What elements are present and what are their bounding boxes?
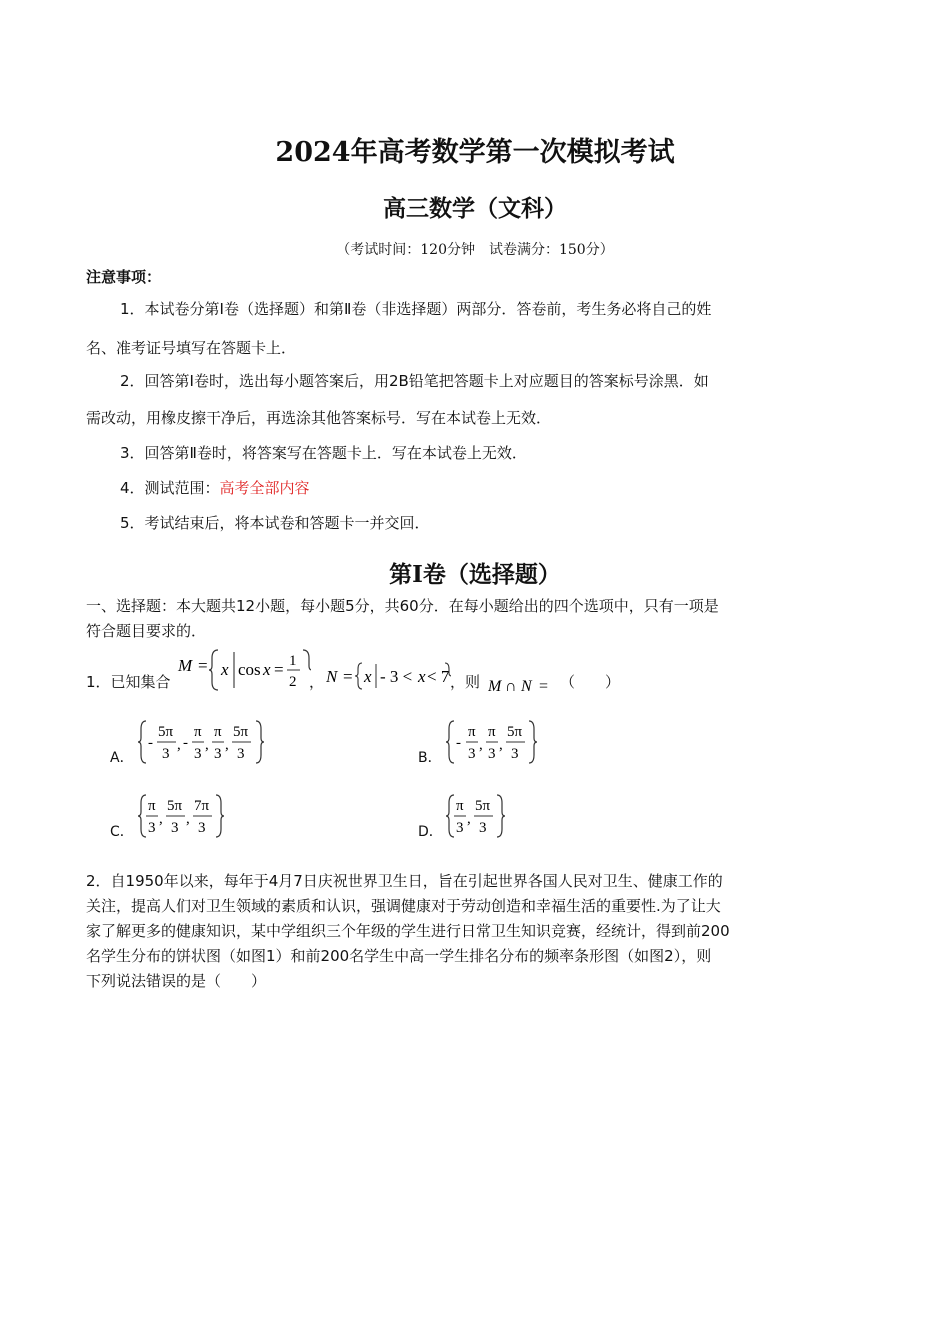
svg-text:7π: 7π — [194, 798, 210, 814]
section-1-title: 第Ⅰ卷（选择题） — [389, 561, 561, 588]
section-1-instructions — [86, 594, 806, 644]
svg-text:5π: 5π — [167, 798, 183, 814]
q1-intersection — [488, 672, 563, 698]
notice-item-1-line-2: 名、准考证号填写在答题卡上． — [86, 339, 297, 357]
svg-text:M: M — [488, 678, 502, 695]
svg-text:< 7: < 7 — [427, 667, 450, 686]
svg-text:3: 3 — [214, 746, 222, 762]
svg-text:3: 3 — [456, 820, 464, 836]
svg-text:x: x — [221, 660, 229, 679]
q1-option-a-letter[interactable]: A． — [110, 750, 134, 766]
svg-text:cos: cos — [238, 660, 261, 679]
svg-text:3: 3 — [488, 746, 496, 762]
q1-answer-paren: （ ） — [560, 673, 621, 691]
q1-option-d-letter[interactable]: D． — [418, 824, 443, 840]
notice-item-2-line-2: 需改动，用橡皮擦干净后，再选涂其他答案标号．写在本试卷上无效． — [86, 409, 552, 427]
svg-text:-: - — [148, 735, 153, 751]
notice-item-5: 5．考试结束后，将本试卷和答题卡一并交回． — [120, 514, 430, 532]
svg-text:π: π — [194, 724, 202, 740]
svg-text:5π: 5π — [233, 724, 249, 740]
svg-text:=: = — [274, 660, 284, 679]
notice-item-4-scope: 高考全部内容 — [219, 479, 310, 497]
svg-text:,: , — [479, 737, 483, 753]
svg-text:2: 2 — [289, 674, 297, 690]
svg-text:,: , — [225, 737, 229, 753]
q2-line-2: 关注，提高人们对卫生领域的素质和认识，强调健康对于劳动创造和幸福生活的重要性.为了让大 — [86, 897, 721, 915]
svg-text:3: 3 — [162, 746, 170, 762]
svg-text:5π: 5π — [158, 724, 174, 740]
svg-text:3: 3 — [511, 746, 519, 762]
q1-option-a-value[interactable] — [138, 718, 268, 766]
svg-text:=: = — [539, 678, 549, 695]
q1-option-c-letter[interactable]: C． — [110, 824, 134, 840]
svg-text:=: = — [198, 656, 208, 675]
svg-text:-: - — [456, 735, 461, 751]
svg-text:1: 1 — [289, 653, 297, 669]
exam-title: 2024年高考数学第一次模拟考试 — [275, 137, 675, 168]
exam-info: （考试时间：120分钟 试卷满分：150分） — [336, 242, 614, 258]
svg-text:,: , — [499, 737, 503, 753]
svg-text:=: = — [343, 667, 353, 686]
svg-text:-: - — [183, 735, 188, 751]
svg-text:5π: 5π — [475, 798, 491, 814]
svg-text:3: 3 — [468, 746, 476, 762]
notice-item-2-line-1: 2．回答第Ⅰ卷时，选出每小题答案后，用2B铅笔把答题卡上对应题目的答案标号涂黑．如 — [120, 372, 709, 390]
svg-text:M: M — [178, 656, 193, 675]
svg-text:x: x — [263, 660, 271, 679]
q1-then: ，则 — [450, 673, 481, 691]
svg-text:3: 3 — [171, 820, 179, 836]
svg-text:,: , — [159, 811, 163, 827]
q2-stem — [86, 869, 806, 994]
exam-subtitle: 高三数学（文科） — [383, 195, 567, 222]
q1-comma: ， — [309, 673, 325, 691]
svg-text:3: 3 — [148, 820, 156, 836]
q1-prefix: 1．已知集合 — [86, 673, 171, 691]
instructions-line-1: 一、选择题：本大题共12小题，每小题5分，共60分．在每小题给出的四个选项中，只有一项是 — [86, 597, 719, 615]
svg-text:,: , — [177, 737, 181, 753]
q2-line-4: 名学生分布的饼状图（如图1）和前200名学生中高一学生排名分布的频率条形图（如图2），则 — [86, 947, 712, 965]
svg-text:π: π — [468, 724, 476, 740]
svg-text:x: x — [418, 667, 426, 686]
q1-option-b-letter[interactable]: B． — [418, 750, 442, 766]
svg-text:3: 3 — [198, 820, 206, 836]
svg-text:N: N — [521, 678, 532, 695]
q2-line-1: 2．自1950年以来，每年于4月7日庆祝世界卫生日，旨在引起世界各国人民对卫生、健康工作的 — [86, 872, 723, 890]
svg-text:N: N — [326, 667, 338, 686]
svg-text:,: , — [467, 811, 471, 827]
q1-option-b-value[interactable] — [446, 718, 541, 766]
svg-text:5π: 5π — [507, 724, 523, 740]
svg-text:π: π — [488, 724, 496, 740]
q2-line-5: 下列说法错误的是（ ） — [86, 972, 267, 990]
notice-heading: 注意事项： — [86, 268, 162, 286]
svg-text:∩: ∩ — [505, 678, 517, 695]
svg-text:π: π — [456, 798, 464, 814]
svg-text:x: x — [364, 667, 372, 686]
instructions-line-2: 符合题目要求的． — [86, 622, 207, 640]
notice-item-4 — [120, 478, 310, 498]
notice-item-3: 3．回答第Ⅱ卷时，将答案写在答题卡上．写在本试卷上无效． — [120, 444, 527, 462]
svg-text:,: , — [205, 737, 209, 753]
q1-set-m — [176, 646, 311, 694]
svg-text:,: , — [186, 811, 190, 827]
svg-text:3: 3 — [479, 820, 487, 836]
q1-option-c-value[interactable] — [138, 792, 228, 840]
q1-option-d-value[interactable] — [446, 792, 510, 840]
svg-text:3: 3 — [237, 746, 245, 762]
svg-text:- 3 <: - 3 < — [380, 667, 413, 686]
svg-text:π: π — [148, 798, 156, 814]
q1-set-n — [326, 660, 451, 692]
notice-item-4-prefix: 4．测试范围： — [120, 479, 220, 497]
notice-item-1-line-1: 1．本试卷分第Ⅰ卷（选择题）和第Ⅱ卷（非选择题）两部分．答卷前，考生务必将自己的姓 — [120, 300, 712, 318]
svg-text:3: 3 — [194, 746, 202, 762]
svg-text:π: π — [214, 724, 222, 740]
q2-line-3: 家了解更多的健康知识，某中学组织三个年级的学生进行日常卫生知识竞赛，经统计，得到前200 — [86, 922, 730, 940]
